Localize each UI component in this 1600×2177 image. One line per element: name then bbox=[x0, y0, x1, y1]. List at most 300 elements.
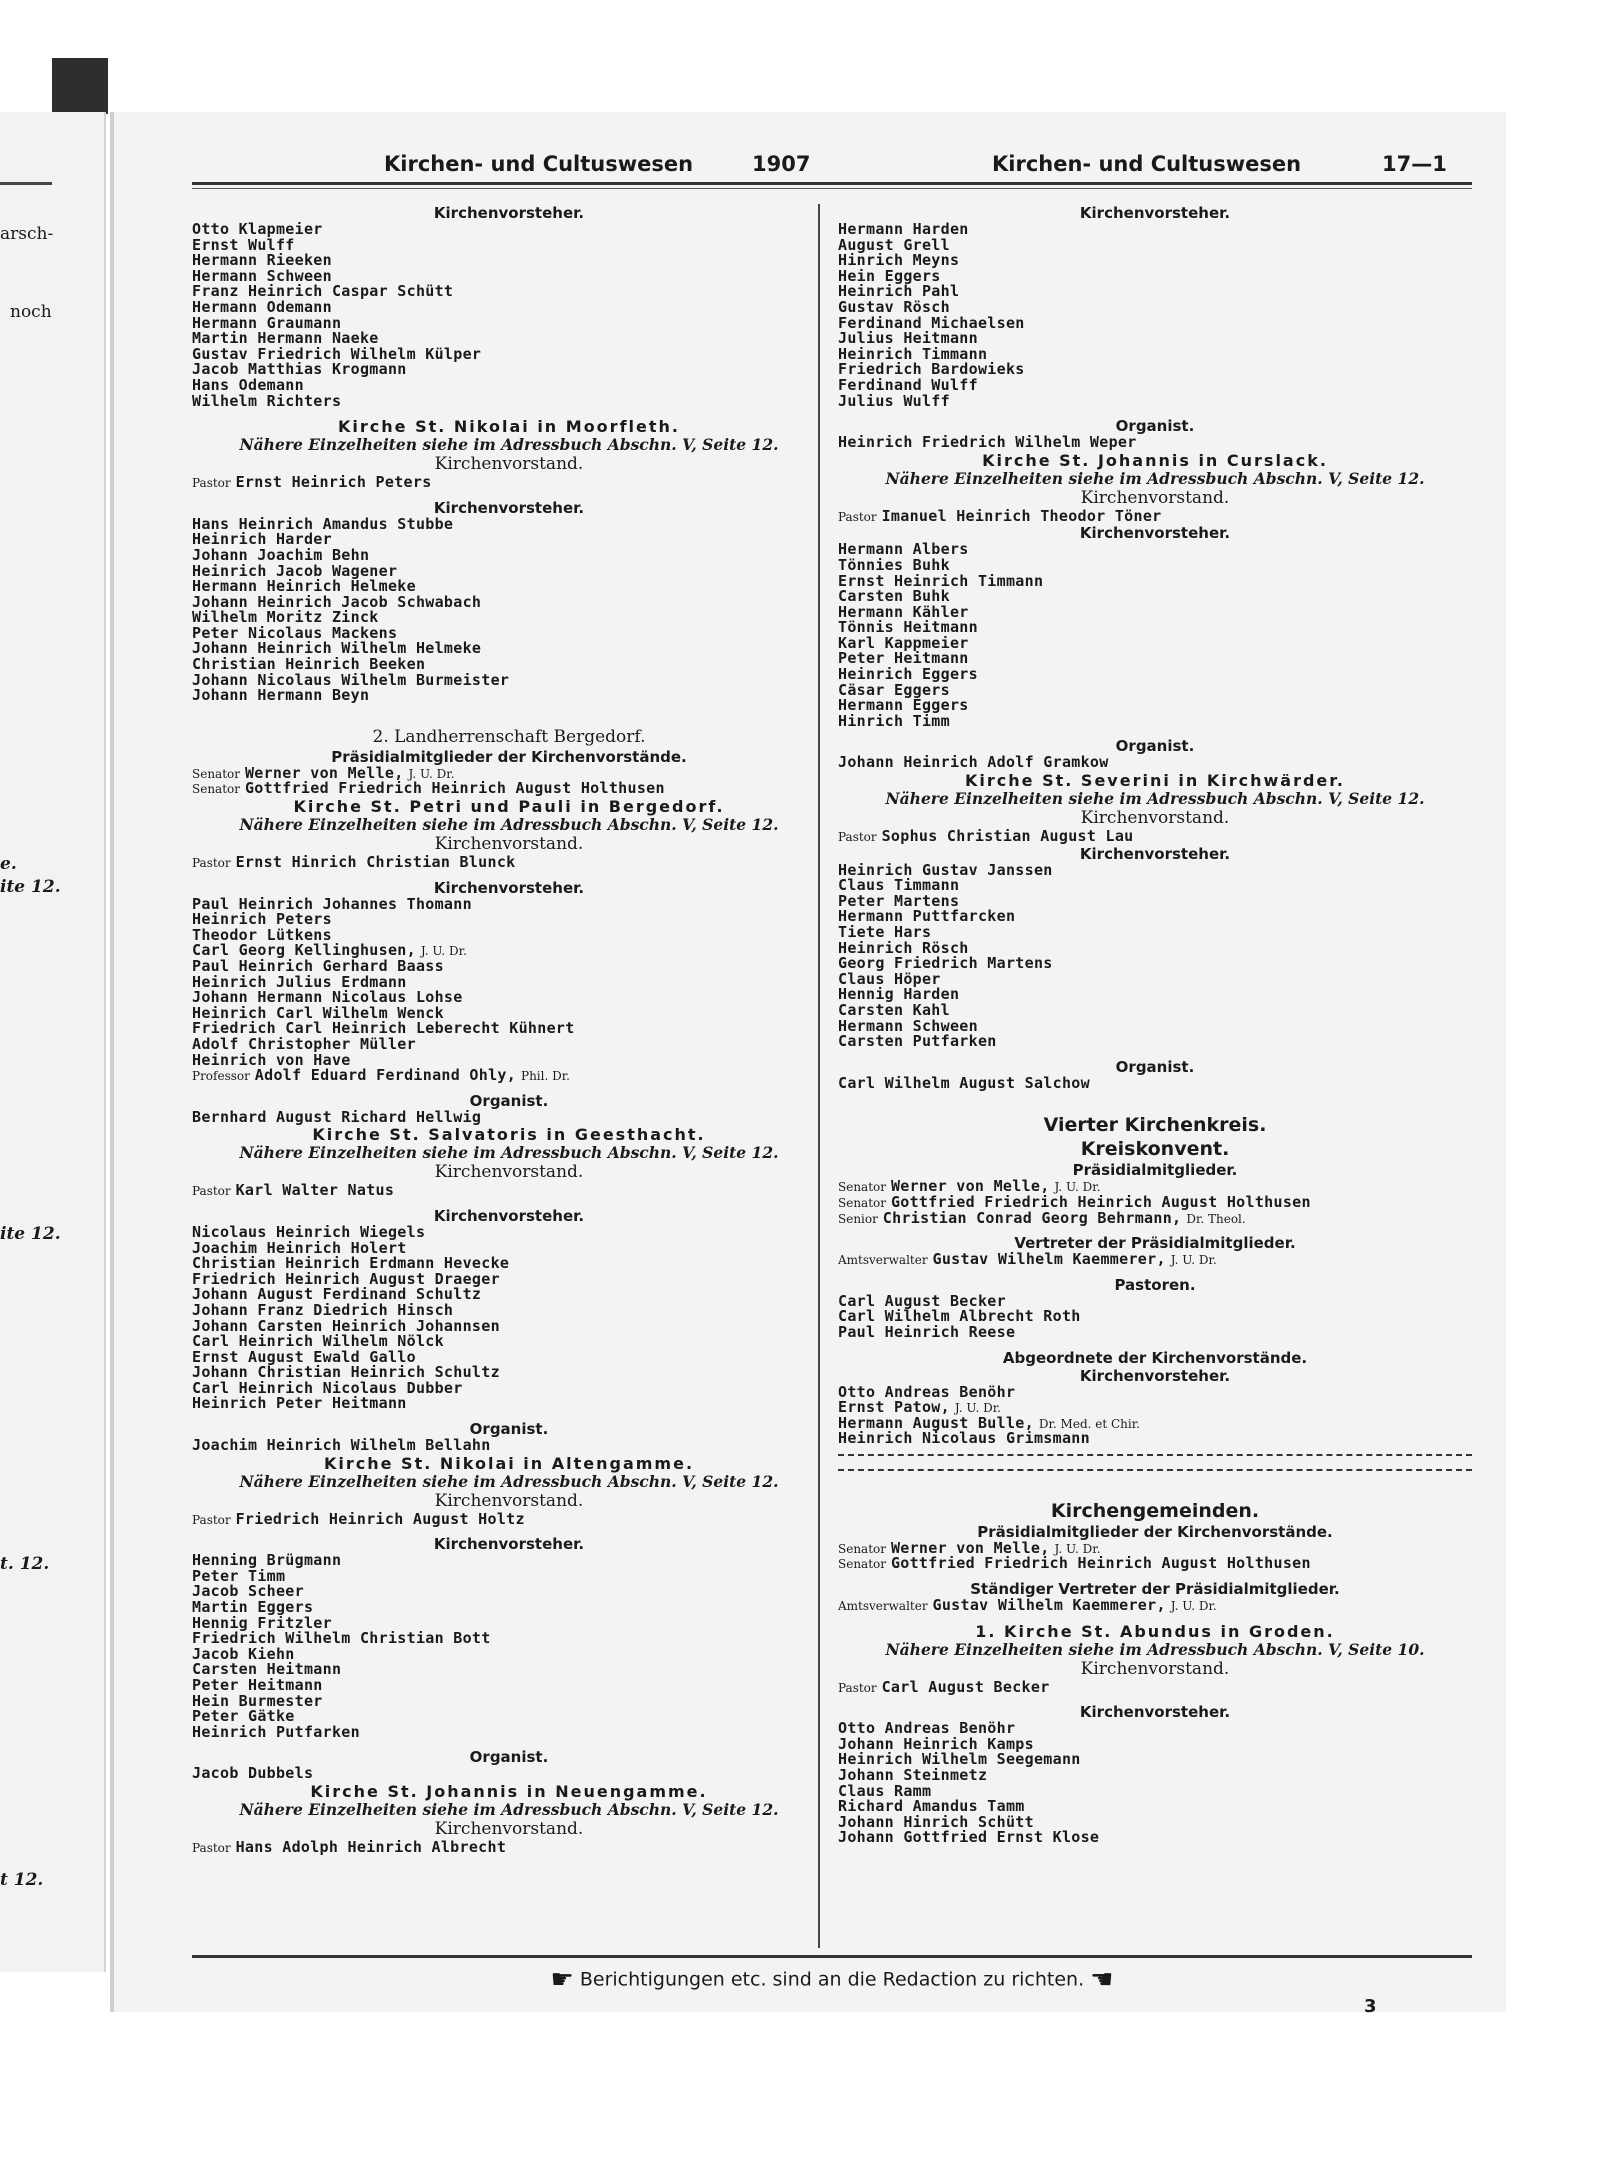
name-entry bbox=[838, 909, 1472, 925]
person-name: Ernst Heinrich Timmann bbox=[838, 573, 1044, 590]
person-name: Johann Hermann Nicolaus Lohse bbox=[192, 990, 463, 1006]
academic-degree: J. U. Dr. bbox=[954, 1401, 1001, 1416]
titled-name-entry bbox=[838, 1598, 1472, 1614]
name-entry bbox=[838, 347, 1472, 363]
person-name: Hermann Harden bbox=[838, 222, 969, 238]
name-entry bbox=[838, 1385, 1472, 1401]
person-name: Richard Amandus Tamm bbox=[838, 1799, 1025, 1815]
person-name: Gottfried Friedrich Heinrich August Holthusen bbox=[244, 781, 665, 798]
name-entry bbox=[192, 959, 826, 975]
spacer bbox=[192, 1199, 826, 1207]
name-entry bbox=[192, 990, 826, 1006]
name-entry bbox=[838, 574, 1472, 590]
name-entry bbox=[192, 943, 826, 959]
person-name: Ernst Hinrich Christian Blunck bbox=[235, 855, 516, 871]
name-entry bbox=[838, 651, 1472, 667]
spacer bbox=[838, 409, 1472, 417]
name-entry bbox=[192, 579, 826, 595]
titled-name-entry bbox=[192, 1840, 826, 1856]
major-heading: Kreiskonvent. bbox=[1080, 1138, 1230, 1161]
person-name: Wilhelm Richters bbox=[192, 393, 342, 410]
person-title: Pastor bbox=[192, 856, 231, 871]
person-name: Heinrich Pahl bbox=[838, 284, 960, 300]
person-name: Joachim Heinrich Holert bbox=[192, 1240, 407, 1257]
person-name: Ernst Heinrich Peters bbox=[235, 475, 432, 491]
name-entry bbox=[838, 1294, 1472, 1310]
person-name: Bernhard August Richard Hellwig bbox=[192, 1109, 482, 1126]
header-page-number: 17—1 bbox=[1382, 152, 1447, 176]
name-entry bbox=[838, 878, 1472, 894]
name-entry bbox=[838, 1784, 1472, 1800]
name-entry bbox=[838, 300, 1472, 316]
spacer bbox=[192, 1084, 826, 1092]
titled-name-entry bbox=[838, 1211, 1472, 1227]
name-entry bbox=[192, 1021, 826, 1037]
person-name: Claus Ramm bbox=[838, 1783, 932, 1800]
person-name: Martin Hermann Naeke bbox=[192, 331, 379, 347]
academic-degree: J. U. Dr. bbox=[1054, 1180, 1101, 1195]
academic-degree: Dr. Med. et Chir. bbox=[1038, 1416, 1140, 1431]
titled-name-entry bbox=[192, 781, 826, 797]
name-entry bbox=[838, 1799, 1472, 1815]
name-entry bbox=[838, 605, 1472, 621]
person-title: Pastor bbox=[838, 830, 877, 845]
name-entry bbox=[838, 925, 1472, 941]
person-name: Hennig Harden bbox=[838, 987, 960, 1003]
person-name: Ferdinand Wulff bbox=[838, 377, 978, 394]
name-entry bbox=[838, 972, 1472, 988]
person-title: Pastor bbox=[192, 1512, 231, 1527]
dashed-separator bbox=[838, 1454, 1472, 1462]
fragment-text: noch bbox=[10, 302, 52, 322]
name-entry bbox=[838, 956, 1472, 972]
academic-degree: J. U. Dr. bbox=[1054, 1541, 1101, 1556]
person-name: Hermann Puttfarcken bbox=[838, 909, 1016, 925]
detail-reference: Nähere Einzelheiten siehe im Adressbuch Abschn. V, Seite 12. bbox=[239, 1800, 779, 1819]
name-entry bbox=[838, 238, 1472, 254]
person-name: Carsten Buhk bbox=[838, 589, 950, 605]
kirchenvorstand-heading: Kirchenvorstand. bbox=[434, 1818, 584, 1839]
name-entry bbox=[838, 316, 1472, 332]
person-name: Otto Klapmeier bbox=[192, 222, 323, 238]
pointing-hand-left-icon: ☚ bbox=[1090, 1965, 1114, 1995]
person-name: Henning Brügmann bbox=[192, 1553, 342, 1569]
name-entry bbox=[838, 894, 1472, 910]
page-header bbox=[192, 152, 1472, 182]
name-entry bbox=[838, 253, 1472, 269]
name-entry bbox=[192, 284, 826, 300]
name-entry bbox=[838, 636, 1472, 652]
name-entry bbox=[192, 657, 826, 673]
person-name: Werner von Melle, bbox=[244, 765, 404, 782]
section-heading: Organist. bbox=[469, 1420, 549, 1439]
name-entry bbox=[838, 620, 1472, 636]
person-name: Carl Heinrich Wilhelm Nölck bbox=[192, 1334, 444, 1350]
church-heading: Kirche St. Severini in Kirchwärder. bbox=[965, 771, 1345, 791]
person-name: Heinrich Peter Heitmann bbox=[192, 1396, 407, 1413]
name-entry bbox=[838, 1003, 1472, 1019]
person-name: Hermann Graumann bbox=[192, 315, 342, 332]
header-right-title: Kirchen- und Cultuswesen bbox=[992, 152, 1302, 176]
pointing-hand-right-icon: ☛ bbox=[550, 1965, 574, 1995]
person-title: Senator bbox=[838, 1557, 886, 1572]
person-name: Joachim Heinrich Wilhelm Bellahn bbox=[192, 1438, 491, 1454]
name-entry bbox=[838, 1768, 1472, 1784]
person-name: Carsten Heitmann bbox=[192, 1662, 342, 1678]
name-entry bbox=[838, 714, 1472, 730]
name-entry bbox=[192, 1037, 826, 1053]
spacer bbox=[192, 1740, 826, 1748]
section-heading: Kirchenvorsteher. bbox=[1079, 204, 1231, 222]
column-divider bbox=[818, 204, 820, 1948]
person-name: Johann Carsten Heinrich Johannsen bbox=[192, 1318, 500, 1335]
left-column bbox=[192, 204, 826, 1856]
name-entry bbox=[192, 610, 826, 626]
person-name: Hermann Schween bbox=[192, 268, 332, 285]
name-entry bbox=[192, 378, 826, 394]
kirchenvorstand-heading: Kirchenvorstand. bbox=[1080, 487, 1230, 508]
fragment-text: ite 12. bbox=[0, 877, 61, 897]
name-entry bbox=[192, 1694, 826, 1710]
person-name: Paul Heinrich Gerhard Baass bbox=[192, 959, 444, 975]
name-entry bbox=[192, 641, 826, 657]
name-entry bbox=[192, 928, 826, 944]
person-name: Tönnis Heitmann bbox=[838, 620, 978, 636]
section-heading: Organist. bbox=[1115, 417, 1195, 436]
person-name: Jacob Dubbels bbox=[192, 1766, 314, 1782]
titled-name-entry bbox=[838, 1179, 1472, 1195]
person-name: Heinrich Timmann bbox=[838, 346, 988, 363]
header-rule bbox=[192, 182, 1472, 185]
person-name: Carl August Becker bbox=[838, 1293, 1006, 1310]
name-entry bbox=[838, 589, 1472, 605]
person-name: Hans Heinrich Amandus Stubbe bbox=[192, 516, 454, 533]
name-entry bbox=[192, 1396, 826, 1412]
person-name: Friedrich Carl Heinrich Leberecht Kühnert bbox=[192, 1021, 575, 1037]
name-entry bbox=[192, 1678, 826, 1694]
person-name: Friedrich Bardowieks bbox=[838, 362, 1025, 378]
name-entry bbox=[838, 1752, 1472, 1768]
person-name: Ernst Patow, bbox=[838, 1400, 950, 1416]
person-name: Peter Timm bbox=[192, 1568, 286, 1585]
name-entry bbox=[838, 1400, 1472, 1416]
name-entry bbox=[192, 1647, 826, 1663]
spacer bbox=[192, 409, 826, 417]
spacer bbox=[838, 1341, 1472, 1349]
person-title: Pastor bbox=[192, 1840, 231, 1855]
spacer bbox=[192, 871, 826, 879]
person-name: Hermann Kähler bbox=[838, 604, 969, 621]
name-entry bbox=[192, 1365, 826, 1381]
person-name: Hermann August Bulle, bbox=[838, 1415, 1034, 1432]
person-name: Carl August Becker bbox=[881, 1679, 1050, 1696]
name-entry bbox=[192, 1584, 826, 1600]
person-name: Jacob Scheer bbox=[192, 1584, 304, 1601]
person-title: Senator bbox=[192, 782, 240, 797]
name-entry bbox=[838, 683, 1472, 699]
fragment-text: arsch- bbox=[0, 224, 54, 244]
name-entry bbox=[838, 331, 1472, 347]
name-entry bbox=[838, 987, 1472, 1003]
name-entry bbox=[192, 532, 826, 548]
name-entry bbox=[838, 698, 1472, 714]
name-entry bbox=[192, 548, 826, 564]
spacer bbox=[838, 1477, 1472, 1499]
name-entry bbox=[838, 1325, 1472, 1341]
name-entry bbox=[838, 284, 1472, 300]
person-name: Johann Heinrich Kamps bbox=[838, 1736, 1034, 1753]
name-entry bbox=[192, 1053, 826, 1069]
name-entry bbox=[838, 1830, 1472, 1846]
titled-name-entry bbox=[838, 1252, 1472, 1268]
section-heading: Kirchenvorsteher. bbox=[1079, 524, 1231, 543]
person-name: Johann Heinrich Jacob Schwabach bbox=[192, 594, 482, 611]
page-signature-number: 3 bbox=[1364, 1996, 1377, 2017]
person-name: Heinrich Rösch bbox=[838, 940, 969, 957]
person-name: Hans Adolph Heinrich Albrecht bbox=[235, 1839, 507, 1856]
name-entry bbox=[192, 1334, 826, 1350]
fragment-rule bbox=[0, 182, 52, 185]
name-entry bbox=[192, 362, 826, 378]
name-entry bbox=[192, 1553, 826, 1569]
name-entry bbox=[192, 347, 826, 363]
name-entry bbox=[192, 1616, 826, 1632]
name-entry bbox=[192, 1225, 826, 1241]
church-heading: 1. Kirche St. Abundus in Groden. bbox=[975, 1621, 1335, 1641]
church-heading: Kirche St. Petri und Pauli in Bergedorf. bbox=[293, 797, 725, 817]
person-title: Senator bbox=[838, 1180, 886, 1195]
person-name: Hein Burmester bbox=[192, 1693, 323, 1710]
name-entry bbox=[192, 1631, 826, 1647]
name-entry bbox=[192, 300, 826, 316]
spacer bbox=[838, 1268, 1472, 1276]
name-entry bbox=[838, 863, 1472, 879]
detail-reference: Nähere Einzelheiten siehe im Adressbuch Abschn. V, Seite 12. bbox=[239, 816, 779, 835]
name-entry bbox=[838, 1721, 1472, 1737]
kirchenvorstand-heading: Kirchenvorstand. bbox=[434, 834, 584, 855]
person-name: Hennig Fritzler bbox=[192, 1615, 332, 1632]
major-heading: Vierter Kirchenkreis. bbox=[1043, 1114, 1267, 1137]
person-name: Werner von Melle, bbox=[890, 1540, 1050, 1557]
person-name: Christian Heinrich Beeken bbox=[192, 657, 426, 673]
person-name: Paul Heinrich Johannes Thomann bbox=[192, 896, 472, 913]
person-name: Hermann Eggers bbox=[838, 698, 969, 714]
section-heading: Organist. bbox=[1115, 737, 1195, 756]
name-entry bbox=[192, 316, 826, 332]
name-entry bbox=[192, 1319, 826, 1335]
titled-name-entry bbox=[192, 1183, 826, 1199]
kirchenvorstand-heading: Kirchenvorstand. bbox=[434, 1162, 584, 1183]
name-entry bbox=[192, 1256, 826, 1272]
name-entry bbox=[838, 1309, 1472, 1325]
spacer bbox=[838, 1695, 1472, 1703]
black-tab-marker bbox=[52, 58, 108, 114]
person-name: Carl Georg Kellinghusen, bbox=[192, 943, 416, 959]
spacer bbox=[838, 1614, 1472, 1622]
titled-name-entry bbox=[192, 1068, 826, 1084]
name-entry bbox=[192, 331, 826, 347]
name-entry bbox=[192, 1006, 826, 1022]
name-entry bbox=[838, 755, 1472, 771]
person-name: Hermann Odemann bbox=[192, 299, 332, 316]
person-name: Carsten Kahl bbox=[838, 1002, 950, 1019]
person-name: Jacob Matthias Krogmann bbox=[192, 362, 407, 378]
titled-name-entry bbox=[838, 1680, 1472, 1696]
person-name: Friedrich Heinrich August Draeger bbox=[192, 1271, 500, 1288]
section-heading: Kirchenvorsteher. bbox=[433, 1206, 585, 1225]
name-entry bbox=[838, 1815, 1472, 1831]
name-entry bbox=[838, 362, 1472, 378]
name-entry bbox=[192, 626, 826, 642]
person-name: Sophus Christian August Lau bbox=[881, 829, 1134, 845]
name-entry bbox=[838, 667, 1472, 683]
person-name: Georg Friedrich Martens bbox=[838, 956, 1053, 972]
name-entry bbox=[192, 1725, 826, 1741]
titled-name-entry bbox=[838, 509, 1472, 525]
spacer bbox=[838, 1572, 1472, 1580]
person-name: Julius Heitmann bbox=[838, 331, 978, 347]
name-entry bbox=[838, 542, 1472, 558]
person-name: Friedrich Heinrich August Holtz bbox=[235, 1511, 525, 1528]
name-entry bbox=[192, 1381, 826, 1397]
spacer bbox=[838, 729, 1472, 737]
right-column bbox=[838, 204, 1472, 1846]
dashed-separator bbox=[838, 1469, 1472, 1477]
name-entry bbox=[838, 394, 1472, 410]
person-name: August Grell bbox=[838, 237, 950, 254]
name-entry bbox=[192, 564, 826, 580]
person-title: Senator bbox=[192, 766, 240, 781]
person-name: Johann Heinrich Adolf Gramkow bbox=[838, 755, 1109, 772]
person-title: Amtsverwalter bbox=[838, 1253, 928, 1268]
section-heading: Kirchenvorsteher. bbox=[433, 498, 585, 517]
person-name: Peter Martens bbox=[838, 893, 960, 910]
document-page bbox=[114, 112, 1506, 2017]
person-name: Heinrich Friedrich Wilhelm Weper bbox=[838, 435, 1137, 451]
person-name: Johann Heinrich Wilhelm Helmeke bbox=[192, 641, 482, 658]
person-name: Imanuel Heinrich Theodor Töner bbox=[881, 508, 1162, 525]
major-heading: Kirchengemeinden. bbox=[1050, 1499, 1260, 1522]
section-heading: Organist. bbox=[1115, 1057, 1195, 1076]
church-heading: Kirche St. Johannis in Curslack. bbox=[982, 450, 1328, 470]
kirchenvorstand-heading: Kirchenvorstand. bbox=[1080, 808, 1230, 829]
person-name: Heinrich Julius Erdmann bbox=[192, 974, 407, 991]
academic-degree: J. U. Dr. bbox=[408, 766, 455, 781]
person-name: Jacob Kiehn bbox=[192, 1646, 295, 1663]
academic-degree: Dr. Theol. bbox=[1186, 1211, 1246, 1226]
fragment-text: t. 12. bbox=[0, 1554, 50, 1574]
church-heading: Kirche St. Johannis in Neuengamme. bbox=[310, 1781, 708, 1801]
person-title: Senior bbox=[838, 1211, 878, 1226]
person-name: Hermann Albers bbox=[838, 542, 969, 558]
person-name: Julius Wulff bbox=[838, 393, 950, 410]
person-name: Otto Andreas Benöhr bbox=[838, 1721, 1016, 1737]
person-name: Cäsar Eggers bbox=[838, 682, 950, 699]
name-entry bbox=[838, 269, 1472, 285]
person-title: Pastor bbox=[192, 1184, 231, 1199]
person-name: Carl Heinrich Nicolaus Dubber bbox=[192, 1380, 463, 1397]
spacer bbox=[838, 1226, 1472, 1234]
name-entry bbox=[192, 1569, 826, 1585]
footer-note bbox=[192, 1965, 1472, 1995]
person-name: Theodor Lütkens bbox=[192, 927, 332, 944]
name-entry bbox=[192, 975, 826, 991]
name-entry bbox=[192, 595, 826, 611]
name-entry bbox=[192, 517, 826, 533]
name-entry bbox=[838, 1431, 1472, 1447]
person-name: Johann August Ferdinand Schultz bbox=[192, 1287, 482, 1303]
person-name: Heinrich Eggers bbox=[838, 667, 978, 683]
section-heading: Kirchenvorsteher. bbox=[1079, 1703, 1231, 1722]
section-heading: Kirchenvorsteher. bbox=[433, 878, 585, 897]
detail-reference: Nähere Einzelheiten siehe im Adressbuch Abschn. V, Seite 12. bbox=[885, 469, 1425, 488]
titled-name-entry bbox=[838, 1556, 1472, 1572]
detail-reference: Nähere Einzelheiten siehe im Adressbuch Abschn. V, Seite 10. bbox=[885, 1640, 1425, 1659]
person-name: Peter Heitmann bbox=[192, 1678, 323, 1694]
person-name: Martin Eggers bbox=[192, 1600, 314, 1616]
header-year: 1907 bbox=[752, 152, 811, 176]
person-name: Ernst August Ewald Gallo bbox=[192, 1349, 416, 1366]
name-entry bbox=[192, 1766, 826, 1782]
person-name: Carsten Putfarken bbox=[838, 1034, 997, 1050]
person-name: Paul Heinrich Reese bbox=[838, 1324, 1016, 1341]
name-entry bbox=[192, 1350, 826, 1366]
detail-reference: Nähere Einzelheiten siehe im Adressbuch Abschn. V, Seite 12. bbox=[239, 436, 779, 455]
academic-degree: Phil. Dr. bbox=[521, 1069, 570, 1084]
academic-degree: J. U. Dr. bbox=[420, 944, 467, 959]
person-title: Pastor bbox=[838, 1680, 877, 1695]
fragment-text: e. bbox=[0, 854, 17, 874]
person-name: Tiete Hars bbox=[838, 925, 932, 941]
name-entry bbox=[192, 222, 826, 238]
person-name: Adolf Christopher Müller bbox=[192, 1036, 416, 1053]
person-name: Heinrich Jacob Wagener bbox=[192, 563, 398, 580]
name-entry bbox=[192, 673, 826, 689]
name-entry bbox=[192, 394, 826, 410]
person-name: Carl Wilhelm August Salchow bbox=[838, 1075, 1090, 1092]
name-entry bbox=[192, 1303, 826, 1319]
person-title: Professor bbox=[192, 1069, 250, 1084]
detail-reference: Nähere Einzelheiten siehe im Adressbuch Abschn. V, Seite 12. bbox=[239, 1472, 779, 1491]
titled-name-entry bbox=[192, 766, 826, 782]
person-name: Claus Timmann bbox=[838, 878, 960, 894]
person-title: Senator bbox=[838, 1541, 886, 1556]
section-heading: Pastoren. bbox=[1114, 1275, 1196, 1294]
name-entry bbox=[192, 1600, 826, 1616]
name-entry bbox=[838, 435, 1472, 451]
person-name: Peter Nicolaus Mackens bbox=[192, 625, 398, 642]
spacer bbox=[192, 1412, 826, 1420]
section-heading: Kirchenvorsteher. bbox=[433, 1535, 585, 1554]
person-name: Franz Heinrich Caspar Schütt bbox=[192, 284, 454, 300]
name-entry bbox=[192, 688, 826, 704]
person-title: Pastor bbox=[838, 509, 877, 524]
fragment-text: ite 12. bbox=[0, 1224, 61, 1244]
name-entry bbox=[838, 1416, 1472, 1432]
church-heading: Kirche St. Nikolai in Altengamme. bbox=[323, 1453, 695, 1473]
titled-name-entry bbox=[192, 855, 826, 871]
section-heading: Kirchenvorsteher. bbox=[1079, 844, 1231, 863]
section-heading: Präsidialmitglieder der Kirchenvorstände. bbox=[977, 1522, 1333, 1541]
name-entry bbox=[192, 912, 826, 928]
person-name: Tönnies Buhk bbox=[838, 557, 950, 574]
person-name: Gottfried Friedrich Heinrich August Holthusen bbox=[890, 1556, 1311, 1573]
person-name: Otto Andreas Benöhr bbox=[838, 1384, 1016, 1401]
kirchenvorstand-heading: Kirchenvorstand. bbox=[434, 454, 584, 475]
person-name: Heinrich Carl Wilhelm Wenck bbox=[192, 1005, 444, 1022]
person-name: Heinrich Putfarken bbox=[192, 1724, 360, 1741]
person-name: Heinrich Gustav Janssen bbox=[838, 862, 1053, 879]
